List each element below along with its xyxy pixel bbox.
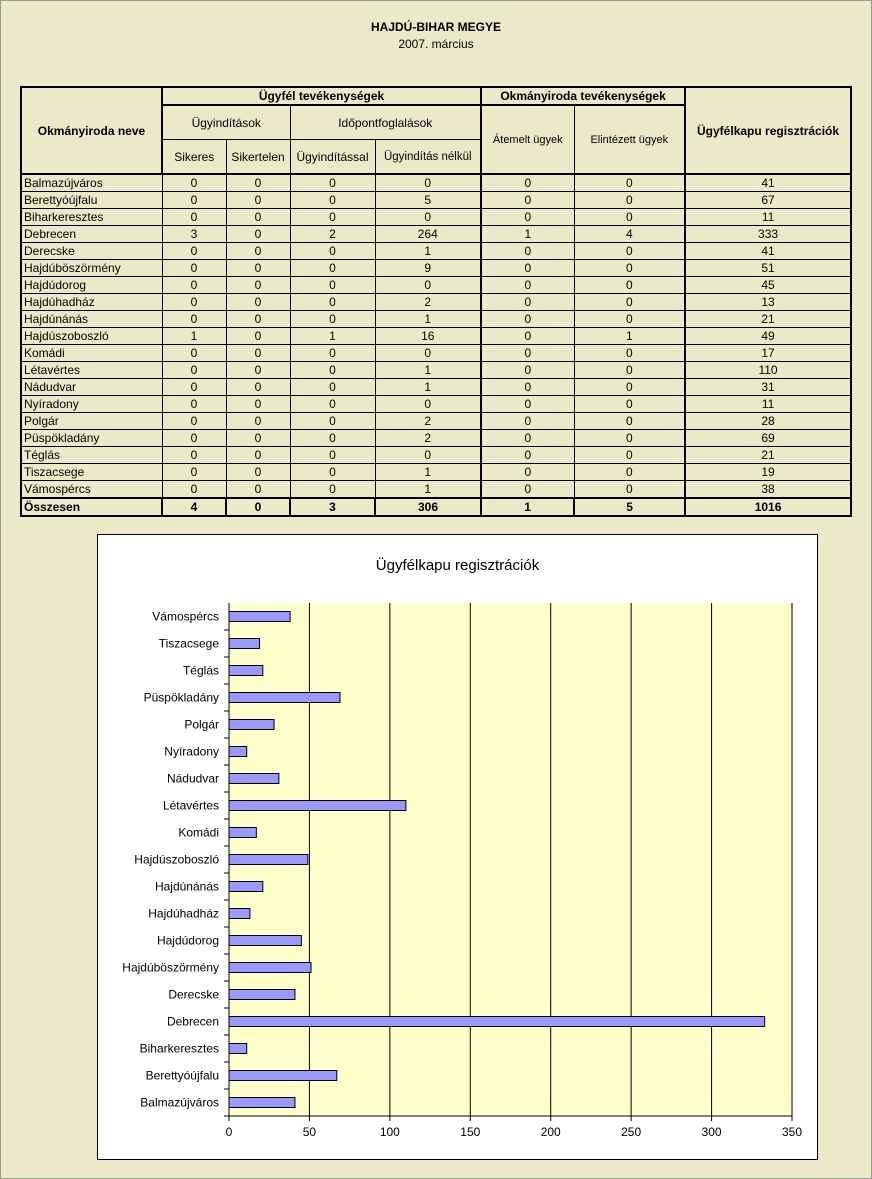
office-name-cell: Polgár xyxy=(21,413,162,430)
table-row xyxy=(21,174,851,192)
table-row xyxy=(21,447,851,464)
bar xyxy=(229,774,279,784)
value-cell: 0 xyxy=(226,464,290,481)
total-row xyxy=(21,498,851,516)
value-cell: 0 xyxy=(574,192,685,209)
table-row xyxy=(21,226,851,243)
value-cell: 0 xyxy=(574,260,685,277)
value-cell: 1 xyxy=(375,362,481,379)
value-cell: 0 xyxy=(226,379,290,396)
value-cell: 0 xyxy=(290,209,375,226)
value-cell: 0 xyxy=(290,345,375,362)
y-tick-label: Téglás xyxy=(182,663,219,678)
value-cell: 51 xyxy=(685,260,851,277)
value-cell: 0 xyxy=(375,396,481,413)
value-cell: 0 xyxy=(162,430,226,447)
value-cell: 0 xyxy=(574,396,685,413)
office-name-cell: Tiszacsege xyxy=(21,464,162,481)
value-cell: 0 xyxy=(226,260,290,277)
header-ugyinditasok: Ügyindítások xyxy=(162,105,290,140)
y-tick-label: Berettyóújfalu xyxy=(145,1068,219,1083)
x-tick-label: 200 xyxy=(540,1125,561,1139)
value-cell: 0 xyxy=(375,277,481,294)
value-cell: 0 xyxy=(481,294,574,311)
value-cell: 0 xyxy=(290,294,375,311)
page-subtitle: 2007. március xyxy=(398,37,474,51)
value-cell: 0 xyxy=(290,447,375,464)
value-cell: 0 xyxy=(574,481,685,499)
value-cell: 0 xyxy=(162,481,226,499)
value-cell: 19 xyxy=(685,464,851,481)
value-cell: 0 xyxy=(574,447,685,464)
value-cell: 0 xyxy=(162,464,226,481)
value-cell: 67 xyxy=(685,192,851,209)
value-cell: 0 xyxy=(481,430,574,447)
value-cell: 0 xyxy=(226,396,290,413)
table-row xyxy=(21,311,851,328)
value-cell: 0 xyxy=(226,294,290,311)
office-name-cell: Komádi xyxy=(21,345,162,362)
x-tick-label: 0 xyxy=(225,1125,233,1139)
office-name-cell: Téglás xyxy=(21,447,162,464)
value-cell: 0 xyxy=(481,447,574,464)
table-row xyxy=(21,260,851,277)
value-cell: 0 xyxy=(290,481,375,499)
office-name-cell: Hajdúhadház xyxy=(21,294,162,311)
value-cell: 1 xyxy=(290,328,375,345)
value-cell: 11 xyxy=(685,209,851,226)
office-name-cell: Püspökladány xyxy=(21,430,162,447)
total-value-cell: 1 xyxy=(481,498,574,516)
y-tick-label: Nyíradony xyxy=(164,744,219,759)
total-value-cell: 3 xyxy=(290,498,375,516)
value-cell: 0 xyxy=(574,464,685,481)
value-cell: 28 xyxy=(685,413,851,430)
value-cell: 0 xyxy=(226,362,290,379)
value-cell: 0 xyxy=(481,345,574,362)
value-cell: 0 xyxy=(481,328,574,345)
value-cell: 2 xyxy=(375,430,481,447)
value-cell: 0 xyxy=(481,464,574,481)
table-row xyxy=(21,192,851,209)
header-kapu-registrations: Ügyfélkapu regisztrációk xyxy=(685,87,851,174)
y-tick-label: Püspökladány xyxy=(143,690,219,705)
bar xyxy=(229,1044,247,1054)
value-cell: 0 xyxy=(481,174,574,192)
chart-title: Ügyfélkapu regisztrációk xyxy=(375,557,540,574)
value-cell: 1 xyxy=(375,464,481,481)
value-cell: 49 xyxy=(685,328,851,345)
x-tick-label: 300 xyxy=(701,1125,722,1139)
value-cell: 0 xyxy=(375,174,481,192)
value-cell: 0 xyxy=(162,174,226,192)
x-tick-label: 100 xyxy=(379,1125,400,1139)
y-tick-label: Tiszacsege xyxy=(158,636,219,651)
value-cell: 1 xyxy=(375,243,481,260)
page-title: HAJDÚ-BIHAR MEGYE xyxy=(370,20,501,34)
bar xyxy=(229,801,406,811)
y-tick-label: Hajdúnánás xyxy=(154,879,219,894)
y-tick-label: Biharkeresztes xyxy=(139,1041,219,1056)
value-cell: 0 xyxy=(481,396,574,413)
statistics-table xyxy=(20,86,852,517)
header-elintezett: Elintézett ügyek xyxy=(574,105,685,174)
value-cell: 0 xyxy=(481,362,574,379)
value-cell: 0 xyxy=(375,345,481,362)
bar xyxy=(229,747,247,757)
y-tick-label: Polgár xyxy=(184,717,219,732)
table-row xyxy=(21,277,851,294)
value-cell: 0 xyxy=(574,209,685,226)
value-cell: 0 xyxy=(290,277,375,294)
value-cell: 0 xyxy=(481,481,574,499)
value-cell: 41 xyxy=(685,243,851,260)
office-name-cell: Nyíradony xyxy=(21,396,162,413)
y-tick-label: Debrecen xyxy=(166,1014,219,1029)
value-cell: 16 xyxy=(375,328,481,345)
table-row xyxy=(21,379,851,396)
value-cell: 0 xyxy=(290,192,375,209)
value-cell: 31 xyxy=(685,379,851,396)
value-cell: 0 xyxy=(574,294,685,311)
value-cell: 21 xyxy=(685,447,851,464)
header-sikertelen: Sikertelen xyxy=(226,140,290,175)
value-cell: 1 xyxy=(162,328,226,345)
value-cell: 0 xyxy=(162,396,226,413)
bar xyxy=(229,612,290,622)
header-office-activities: Okmányiroda tevékenységek xyxy=(481,87,685,105)
value-cell: 0 xyxy=(290,362,375,379)
bar xyxy=(229,882,263,892)
value-cell: 0 xyxy=(481,243,574,260)
value-cell: 1 xyxy=(375,481,481,499)
value-cell: 0 xyxy=(226,277,290,294)
office-name-cell: Hajdúnánás xyxy=(21,311,162,328)
value-cell: 0 xyxy=(481,209,574,226)
bar xyxy=(229,828,256,838)
value-cell: 1 xyxy=(375,311,481,328)
total-value-cell: 0 xyxy=(226,498,290,516)
bar xyxy=(229,720,274,730)
bar xyxy=(229,909,250,919)
value-cell: 0 xyxy=(226,174,290,192)
value-cell: 0 xyxy=(226,243,290,260)
value-cell: 0 xyxy=(162,362,226,379)
value-cell: 0 xyxy=(574,311,685,328)
table-row xyxy=(21,345,851,362)
x-tick-label: 150 xyxy=(460,1125,481,1139)
value-cell: 4 xyxy=(574,226,685,243)
value-cell: 0 xyxy=(481,379,574,396)
value-cell: 0 xyxy=(290,379,375,396)
office-name-cell: Nádudvar xyxy=(21,379,162,396)
table-row xyxy=(21,396,851,413)
plot-area xyxy=(229,603,792,1116)
value-cell: 0 xyxy=(226,311,290,328)
bar xyxy=(229,1071,337,1081)
value-cell: 110 xyxy=(685,362,851,379)
value-cell: 21 xyxy=(685,311,851,328)
value-cell: 0 xyxy=(481,277,574,294)
value-cell: 38 xyxy=(685,481,851,499)
value-cell: 0 xyxy=(162,192,226,209)
table-row xyxy=(21,243,851,260)
value-cell: 69 xyxy=(685,430,851,447)
value-cell: 0 xyxy=(574,362,685,379)
office-name-cell: Vámospércs xyxy=(21,481,162,499)
x-tick-label: 50 xyxy=(302,1125,317,1139)
value-cell: 333 xyxy=(685,226,851,243)
value-cell: 0 xyxy=(226,447,290,464)
bar xyxy=(229,1098,295,1108)
bar xyxy=(229,639,260,649)
y-tick-label: Balmazújváros xyxy=(140,1095,219,1110)
bar-chart xyxy=(98,535,817,1159)
value-cell: 0 xyxy=(574,174,685,192)
table-row xyxy=(21,481,851,499)
office-name-cell: Debrecen xyxy=(21,226,162,243)
header-ugyinditas-nelkul: Ügyindítás nélkül xyxy=(375,140,481,175)
x-tick-label: 250 xyxy=(621,1125,642,1139)
value-cell: 0 xyxy=(226,328,290,345)
office-name-cell: Hajdúböszörmény xyxy=(21,260,162,277)
table-row xyxy=(21,464,851,481)
value-cell: 0 xyxy=(574,379,685,396)
value-cell: 0 xyxy=(574,430,685,447)
header-ugyinditassal: Ügyindítással xyxy=(290,140,375,175)
y-tick-label: Hajdúszoboszló xyxy=(134,852,219,867)
table-row xyxy=(21,362,851,379)
value-cell: 0 xyxy=(226,413,290,430)
header-atemelt: Átemelt ügyek xyxy=(481,105,574,174)
bar xyxy=(229,855,308,865)
value-cell: 0 xyxy=(290,260,375,277)
total-label: Összesen xyxy=(21,498,162,516)
value-cell: 5 xyxy=(375,192,481,209)
table-row xyxy=(21,328,851,345)
value-cell: 0 xyxy=(162,379,226,396)
value-cell: 0 xyxy=(226,430,290,447)
value-cell: 0 xyxy=(290,464,375,481)
value-cell: 0 xyxy=(290,430,375,447)
value-cell: 0 xyxy=(162,243,226,260)
value-cell: 2 xyxy=(375,413,481,430)
office-name-cell: Berettyóújfalu xyxy=(21,192,162,209)
table-row xyxy=(21,430,851,447)
value-cell: 0 xyxy=(162,277,226,294)
value-cell: 0 xyxy=(226,481,290,499)
value-cell: 0 xyxy=(481,260,574,277)
value-cell: 0 xyxy=(574,413,685,430)
bar xyxy=(229,693,340,703)
value-cell: 0 xyxy=(162,345,226,362)
value-cell: 0 xyxy=(375,447,481,464)
value-cell: 0 xyxy=(226,192,290,209)
table-row xyxy=(21,294,851,311)
value-cell: 0 xyxy=(162,294,226,311)
value-cell: 0 xyxy=(481,311,574,328)
value-cell: 0 xyxy=(290,174,375,192)
bar xyxy=(229,1017,765,1027)
value-cell: 41 xyxy=(685,174,851,192)
y-tick-label: Hajdúdorog xyxy=(156,933,219,948)
total-value-cell: 5 xyxy=(574,498,685,516)
y-tick-label: Vámospércs xyxy=(152,609,219,624)
value-cell: 9 xyxy=(375,260,481,277)
y-tick-label: Hajdúböszörmény xyxy=(122,960,219,975)
header-client-activities: Ügyfél tevékenységek xyxy=(162,87,481,105)
value-cell: 0 xyxy=(162,260,226,277)
office-name-cell: Hajdúdorog xyxy=(21,277,162,294)
office-name-cell: Balmazújváros xyxy=(21,174,162,192)
y-tick-label: Nádudvar xyxy=(166,771,219,786)
y-tick-label: Komádi xyxy=(178,825,219,840)
header-sikeres: Sikeres xyxy=(162,140,226,175)
y-tick-label: Hajdúhadház xyxy=(148,906,219,921)
value-cell: 0 xyxy=(162,447,226,464)
chart-panel xyxy=(97,534,818,1160)
bar xyxy=(229,963,311,973)
bar xyxy=(229,936,301,946)
office-name-cell: Hajdúszoboszló xyxy=(21,328,162,345)
x-tick-label: 350 xyxy=(781,1125,803,1139)
office-name-cell: Derecske xyxy=(21,243,162,260)
value-cell: 17 xyxy=(685,345,851,362)
office-name-cell: Biharkeresztes xyxy=(21,209,162,226)
y-tick-label: Létavértes xyxy=(162,798,219,813)
value-cell: 0 xyxy=(574,277,685,294)
value-cell: 0 xyxy=(290,396,375,413)
value-cell: 0 xyxy=(481,413,574,430)
value-cell: 2 xyxy=(375,294,481,311)
value-cell: 0 xyxy=(162,311,226,328)
value-cell: 3 xyxy=(162,226,226,243)
value-cell: 0 xyxy=(574,345,685,362)
value-cell: 0 xyxy=(375,209,481,226)
value-cell: 13 xyxy=(685,294,851,311)
bar xyxy=(229,990,295,1000)
value-cell: 0 xyxy=(226,226,290,243)
table-row xyxy=(21,209,851,226)
total-value-cell: 4 xyxy=(162,498,226,516)
table-row xyxy=(21,413,851,430)
header-idopontfoglalasok: Időpontfoglalások xyxy=(290,105,481,140)
office-name-cell: Létavértes xyxy=(21,362,162,379)
value-cell: 0 xyxy=(290,243,375,260)
value-cell: 0 xyxy=(162,209,226,226)
value-cell: 264 xyxy=(375,226,481,243)
value-cell: 2 xyxy=(290,226,375,243)
total-value-cell: 306 xyxy=(375,498,481,516)
value-cell: 1 xyxy=(574,328,685,345)
value-cell: 0 xyxy=(481,192,574,209)
total-value-cell: 1016 xyxy=(685,498,851,516)
value-cell: 0 xyxy=(290,413,375,430)
header-office-name: Okmányiroda neve xyxy=(21,87,162,174)
bar xyxy=(229,666,263,676)
value-cell: 0 xyxy=(226,209,290,226)
value-cell: 1 xyxy=(481,226,574,243)
value-cell: 0 xyxy=(290,311,375,328)
value-cell: 11 xyxy=(685,396,851,413)
y-tick-label: Derecske xyxy=(168,987,219,1002)
value-cell: 0 xyxy=(226,345,290,362)
value-cell: 45 xyxy=(685,277,851,294)
value-cell: 0 xyxy=(162,413,226,430)
value-cell: 0 xyxy=(574,243,685,260)
value-cell: 1 xyxy=(375,379,481,396)
